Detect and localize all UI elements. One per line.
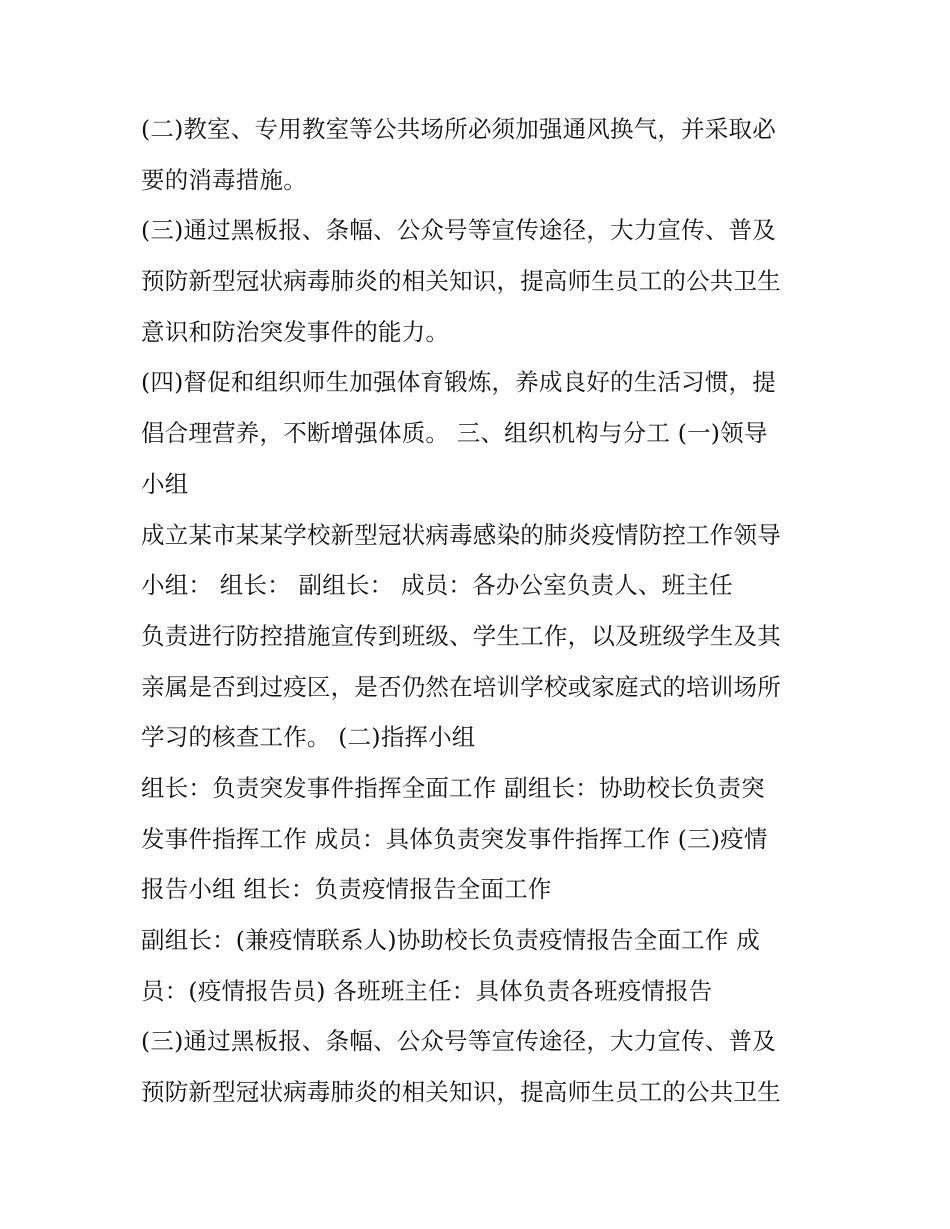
text-line: 副组长：(兼疫情联系人)协助校长负责疫情报告全面工作 成 bbox=[141, 926, 760, 954]
text-line: (四)督促和组织师生加强体育锻炼，养成良好的生活习惯，提 bbox=[141, 368, 776, 397]
text-line: 意识和防治突发事件的能力。 bbox=[141, 317, 450, 346]
text-line: 员：(疫情报告员) 各班班主任：具体负责各班疫情报告 bbox=[141, 976, 713, 1005]
text-line: 成立某市某某学校新型冠状病毒感染的肺炎疫情防控工作领导 bbox=[141, 520, 781, 549]
text-line: 负责进行防控措施宣传到班级、学生工作，以及班级学生及其 bbox=[141, 621, 781, 650]
text-line: (三)通过黑板报、条幅、公众号等宣传途径，大力宣传、普及 bbox=[141, 216, 776, 245]
text-line: 报告小组 组长：负责疫情报告全面工作 bbox=[141, 875, 552, 904]
text-line: 小组 bbox=[141, 469, 189, 498]
text-line: 倡合理营养，不断增强体质。 三、组织机构与分工 (一)领导 bbox=[141, 419, 768, 448]
text-line: 小组： 组长： 副组长： 成员：各办公室负责人、班主任 bbox=[141, 571, 733, 600]
text-line: 发事件指挥工作 成员：具体负责突发事件指挥工作 (三)疫情 bbox=[141, 824, 768, 853]
text-line: 组长：负责突发事件指挥全面工作 副组长：协助校长负责突 bbox=[141, 773, 765, 802]
text-line: 预防新型冠状病毒肺炎的相关知识，提高师生员工的公共卫生 bbox=[141, 267, 781, 296]
text-line: 亲属是否到过疫区，是否仍然在培训学校或家庭式的培训场所 bbox=[141, 672, 781, 701]
text-line: 预防新型冠状病毒肺炎的相关知识，提高师生员工的公共卫生 bbox=[141, 1078, 781, 1107]
text-line: (二)教室、专用教室等公共场所必须加强通风换气，并采取必 bbox=[141, 115, 776, 143]
text-line: (三)通过黑板报、条幅、公众号等宣传途径，大力宣传、普及 bbox=[141, 1027, 776, 1056]
text-line: 学习的核查工作。 (二)指挥小组 bbox=[141, 723, 476, 752]
text-line: 要的消毒措施。 bbox=[141, 165, 307, 194]
document-body bbox=[141, 104, 821, 1118]
